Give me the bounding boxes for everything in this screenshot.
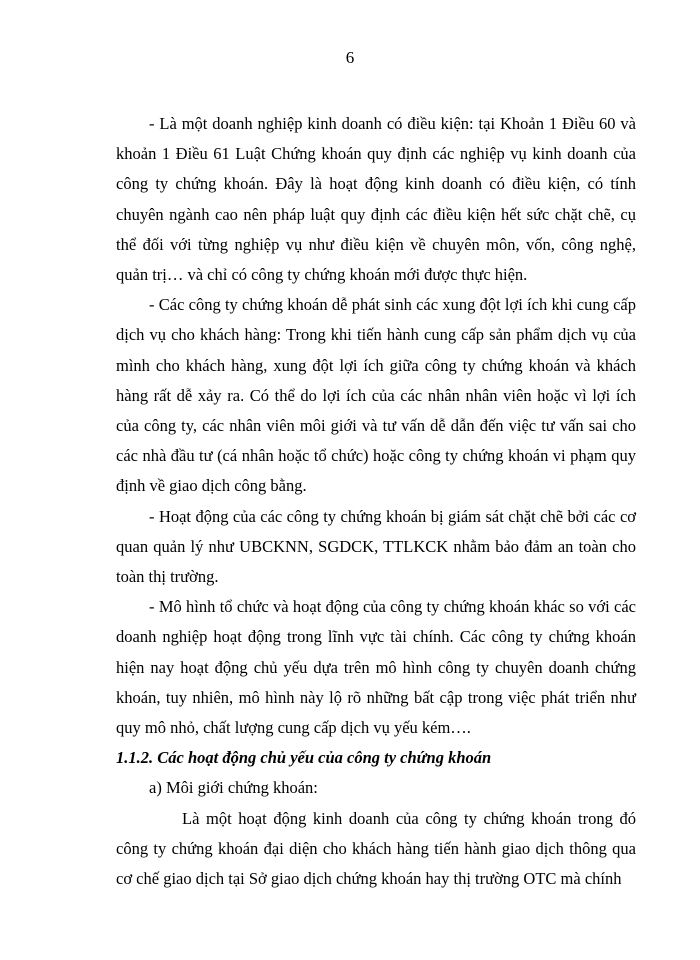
paragraph-conditional-business: - Là một doanh nghiệp kinh doanh có điều kiện: tại Khoản 1 Điều 60 và khoản 1 Điều 61 Luật Chứng khoán quy định các nghiệp vụ kinh doanh của công ty chứng khoán. Đây là hoạt động kinh doanh có điều kiện, có tính chuyên ngành cao nên pháp luật quy định các điều kiện hết sức chặt chẽ, cụ thể đối với từng nghiệp vụ như điều kiện về chuyên môn, vốn, công nghệ, quản trị… và chỉ có công ty chứng khoán mới được thực hiện. <box>116 114 636 285</box>
paragraph-organization-model: - Mô hình tổ chức và hoạt động của công ty chứng khoán khác so với các doanh nghiệp hoạt động trong lĩnh vực tài chính. Các công ty chứng khoán hiện nay hoạt động chủ yếu dựa trên mô hình công ty chuyên doanh chứng khoán, tuy nhiên, mô hình này lộ rõ những bất cập trong việc phát triển như quy mô nhỏ, chất lượng cung cấp dịch vụ yếu kém…. <box>116 597 636 738</box>
paragraph-supervision: - Hoạt động của các công ty chứng khoán bị giám sát chặt chẽ bởi các cơ quan quản lý như UBCKNN, SGDCK, TTLKCK nhằm bảo đảm an toàn cho toàn thị trường. <box>116 506 636 587</box>
section-heading: 1.1.2. Các hoạt động chủ yếu của công ty chứng khoán <box>116 748 492 768</box>
document-body <box>116 109 636 894</box>
paragraph-conflict-of-interest: - Các công ty chứng khoán dễ phát sinh các xung đột lợi ích khi cung cấp dịch vụ cho khách hàng: Trong khi tiến hành cung cấp sản phẩm dịch vụ của mình cho khách hàng, xung đột lợi ích giữa công ty chứng khoán và khách hàng rất dễ xảy ra. Có thể do lợi ích của các nhân nhân viên hoặc vì lợi ích của công ty, các nhân viên môi giới và tư vấn dễ dẫn đến việc tư vấn sai cho các nhà đầu tư (cá nhân hoặc tổ chức) hoặc công ty chứng khoán vi phạm quy định về giao dịch công bằng. <box>116 295 636 496</box>
page-number: 6 <box>345 48 355 67</box>
subsection-label: a) Môi giới chứng khoán: <box>149 778 318 798</box>
paragraph-brokerage: Là một hoạt động kinh doanh của công ty chứng khoán trong đó công ty chứng khoán đại diện cho khách hàng tiến hành giao dịch thông qua cơ chế giao dịch tại Sở giao dịch chứng khoán hay thị trường OTC mà chính <box>116 808 636 889</box>
